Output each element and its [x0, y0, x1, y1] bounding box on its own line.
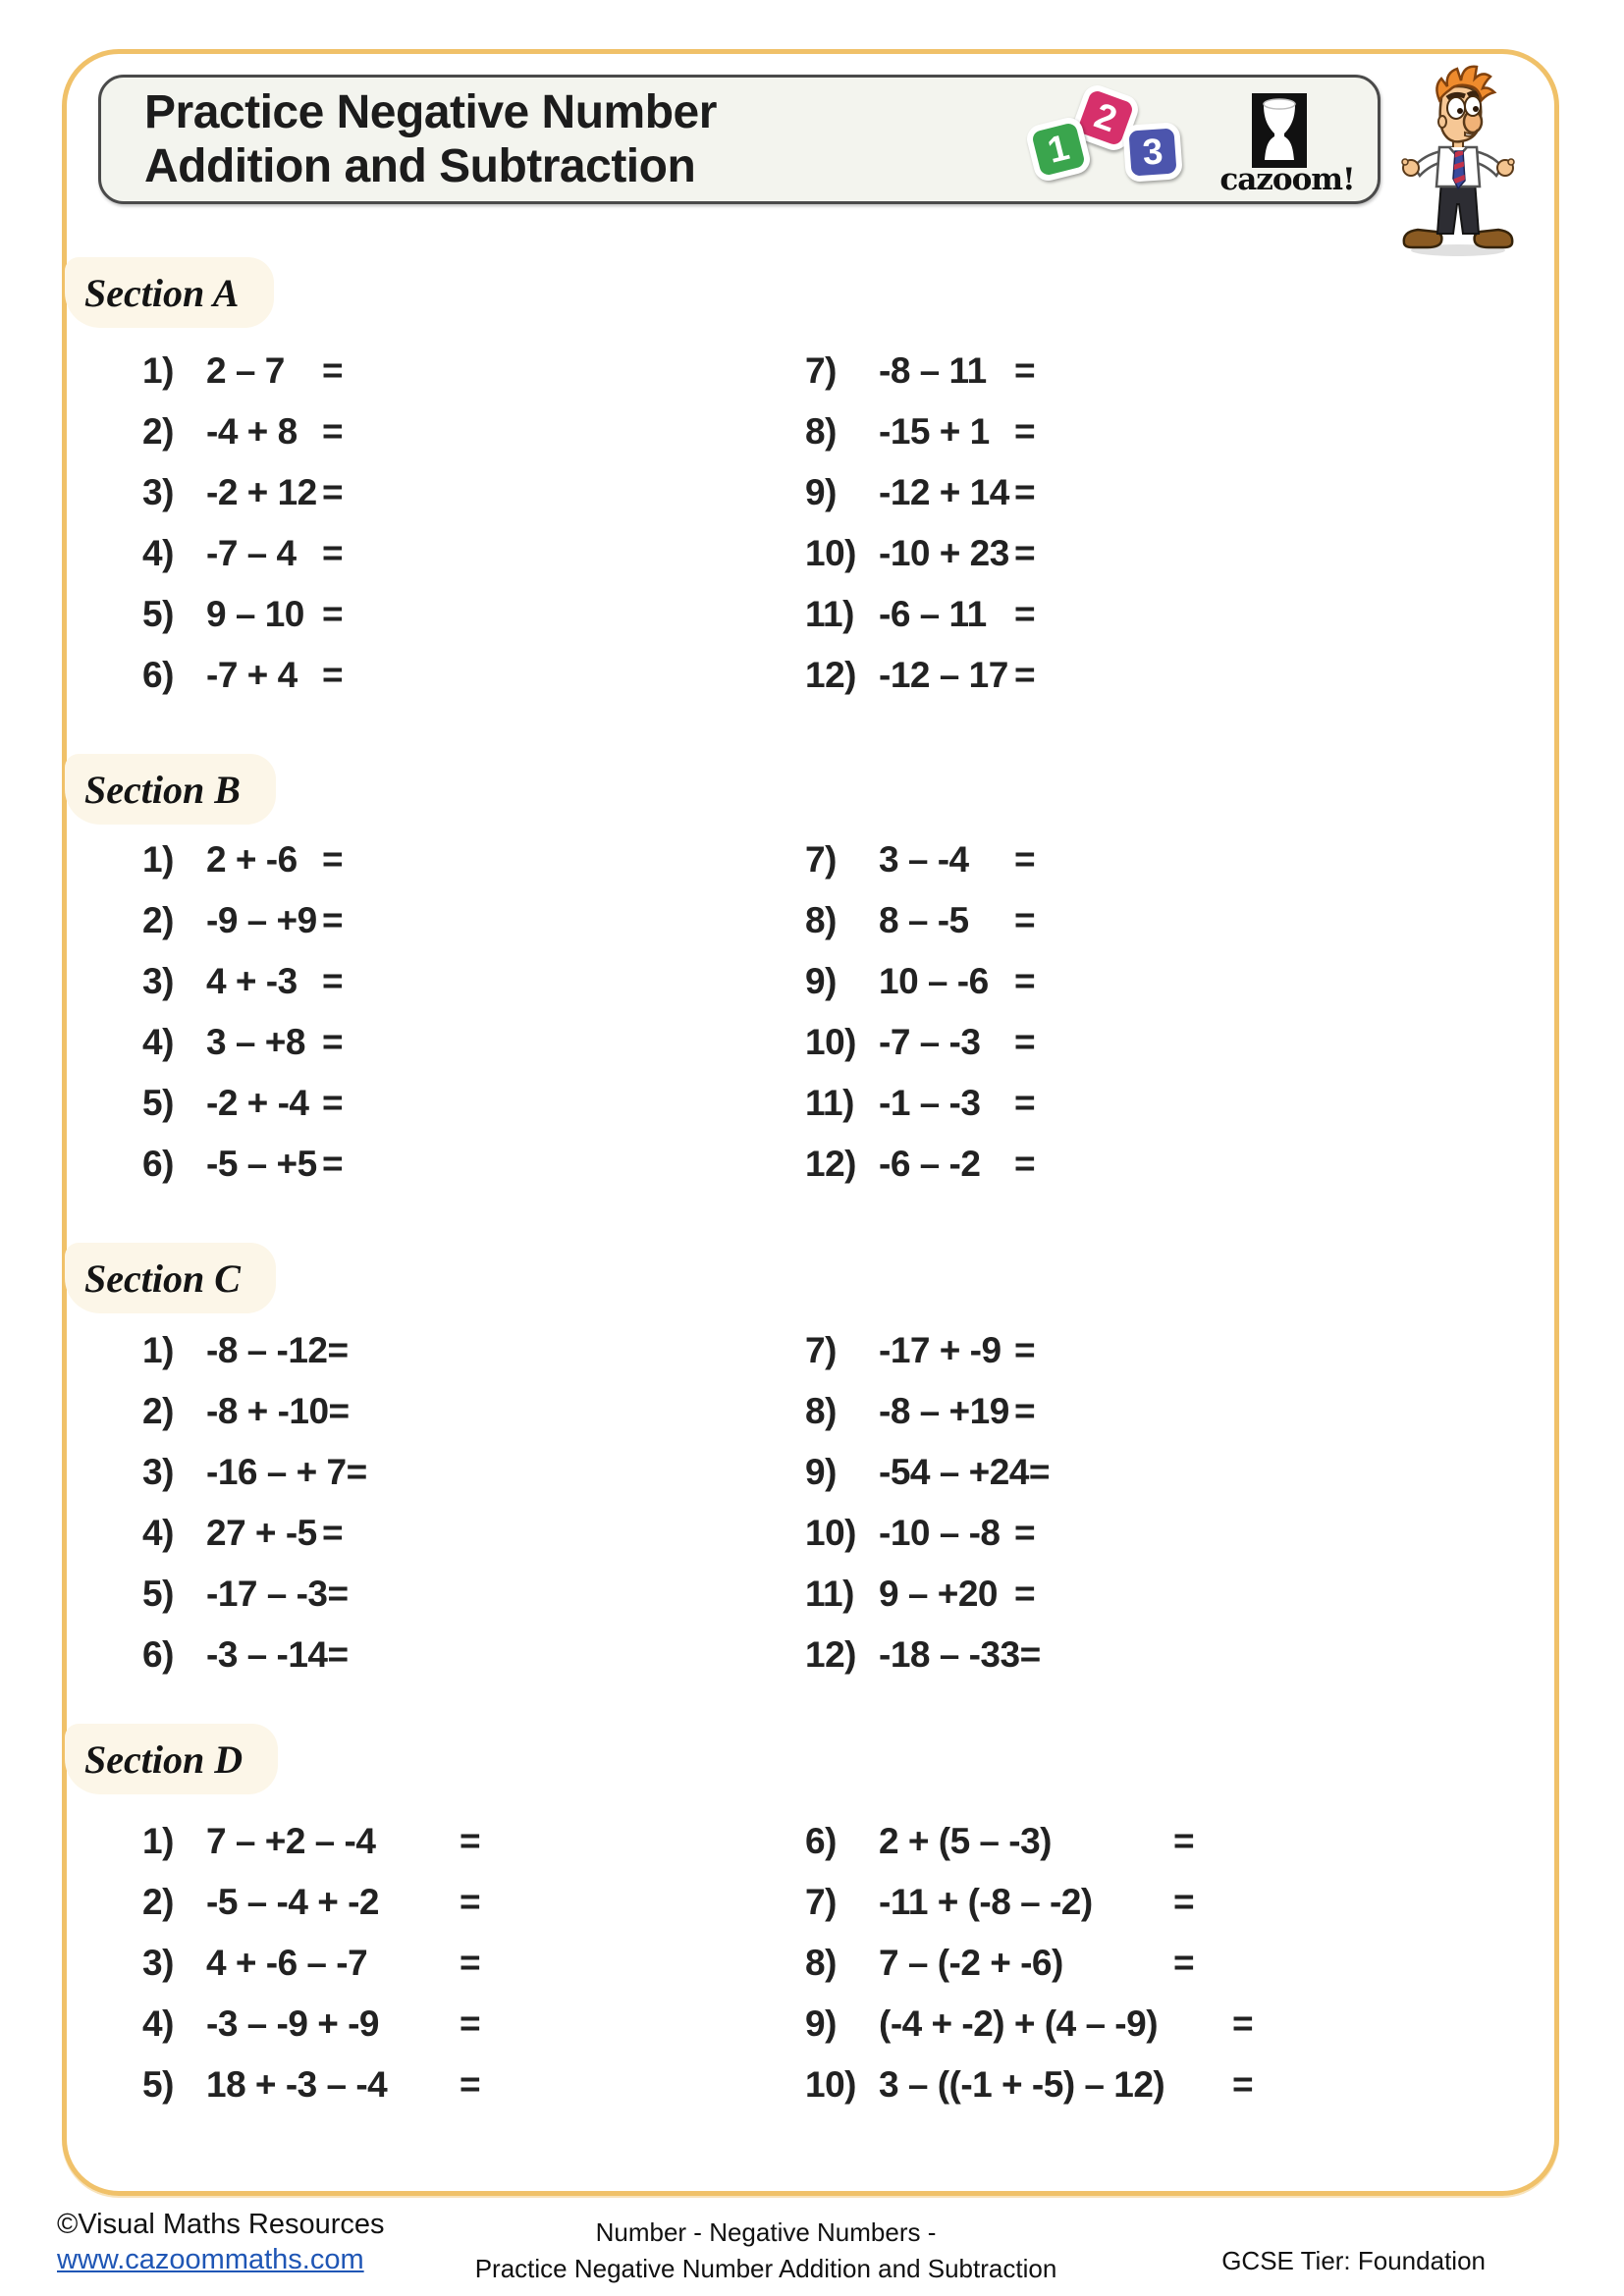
problem-expression: 18 + -3 – -4	[206, 2064, 388, 2105]
djembe-drum-icon	[1252, 93, 1307, 168]
equals-sign: =	[1014, 1330, 1036, 1370]
section-a-right-column	[805, 341, 1035, 706]
equals-sign: =	[1014, 839, 1036, 880]
equals-sign: =	[346, 1452, 367, 1492]
problem-row	[805, 401, 1035, 462]
problem-row	[142, 951, 343, 1012]
problem-number: 5)	[142, 1574, 174, 1614]
problem-number: 3)	[142, 961, 174, 1001]
problem-number: 3)	[142, 1943, 174, 1983]
section-c-left-column	[142, 1320, 367, 1685]
problem-row	[142, 1503, 367, 1564]
problem-number: 2)	[142, 411, 174, 452]
problem-expression: -18 – -33	[879, 1634, 1020, 1675]
problem-number: 6)	[805, 1821, 837, 1861]
problem-number: 12)	[805, 1144, 856, 1184]
problem-row	[805, 1994, 1253, 2055]
problem-expression: 27 + -5	[206, 1513, 317, 1553]
equals-sign: =	[1014, 1513, 1036, 1553]
problem-expression: -10 – -8	[879, 1513, 1001, 1553]
equals-sign: =	[322, 1083, 344, 1123]
problem-number: 11)	[805, 1083, 854, 1123]
problem-expression: -9 – +9	[206, 900, 317, 940]
equals-sign: =	[322, 961, 344, 1001]
problem-row	[805, 1134, 1035, 1195]
problem-number: 11)	[805, 594, 854, 634]
equals-sign: =	[1173, 1882, 1195, 1922]
problem-expression: 2 + (5 – -3)	[879, 1821, 1053, 1861]
problem-expression: -15 + 1	[879, 411, 990, 452]
problem-expression: 10 – -6	[879, 961, 989, 1001]
problem-row	[805, 1012, 1035, 1073]
problem-expression: -17 + -9	[879, 1330, 1001, 1370]
problem-expression: -6 – 11	[879, 594, 987, 634]
equals-sign: =	[1014, 1144, 1036, 1184]
tile-digit: 1	[1043, 127, 1073, 171]
problem-row	[805, 890, 1035, 951]
equals-sign: =	[1173, 1821, 1195, 1861]
problem-number: 8)	[805, 411, 837, 452]
equals-sign: =	[1232, 2003, 1254, 2044]
problem-number: 6)	[142, 1144, 174, 1184]
section-d-left-column	[142, 1811, 480, 2115]
problem-expression: -7 – 4	[206, 533, 297, 573]
problem-row	[142, 645, 343, 706]
equals-sign: =	[460, 2064, 481, 2105]
problem-expression: 8 – -5	[879, 900, 969, 940]
section-d-right-column	[805, 1811, 1253, 2115]
problem-row	[805, 829, 1035, 890]
section-b-right-column	[805, 829, 1035, 1195]
problem-row	[142, 829, 343, 890]
problem-row	[805, 1073, 1035, 1134]
problem-row	[805, 1625, 1050, 1685]
tile-digit: 3	[1141, 131, 1164, 173]
equals-sign: =	[460, 2003, 481, 2044]
problem-number: 7)	[805, 1330, 837, 1370]
section-c-label-text: Section C	[84, 1255, 241, 1301]
cazoom-brand-text: cazoom!	[1219, 162, 1355, 197]
gcse-tier-label: GCSE Tier: Foundation	[1221, 2246, 1486, 2275]
problem-row	[805, 1320, 1050, 1381]
problem-number: 8)	[805, 1391, 837, 1431]
problem-row	[142, 1381, 367, 1442]
equals-sign: =	[327, 1574, 349, 1614]
problem-expression: -7 + 4	[206, 655, 298, 695]
problem-number: 2)	[142, 1882, 174, 1922]
problem-row	[142, 1994, 480, 2055]
problem-expression: 3 – ((-1 + -5) – 12)	[879, 2064, 1165, 2105]
equals-sign: =	[1014, 1574, 1036, 1614]
problem-number: 7)	[805, 1882, 837, 1922]
problem-number: 4)	[142, 1022, 174, 1062]
problem-number: 6)	[142, 1634, 174, 1675]
problem-number: 12)	[805, 1634, 856, 1675]
equals-sign: =	[327, 1330, 349, 1370]
problem-number: 11)	[805, 1574, 854, 1614]
problem-expression: 9 – +20	[879, 1574, 998, 1614]
problem-expression: 2 + -6	[206, 839, 298, 880]
footer-topic	[475, 2215, 1057, 2287]
equals-sign: =	[327, 1634, 349, 1675]
problem-number: 1)	[142, 1821, 174, 1861]
problem-number: 9)	[805, 2003, 837, 2044]
problem-row	[805, 2055, 1253, 2115]
section-b-label	[65, 754, 276, 825]
problem-row	[805, 1811, 1253, 1872]
section-c-right-column	[805, 1320, 1050, 1685]
equals-sign: =	[1014, 1083, 1036, 1123]
problem-expression: -3 – -14	[206, 1634, 328, 1675]
problem-expression: -8 – +19	[879, 1391, 1009, 1431]
problem-expression: -4 + 8	[206, 411, 298, 452]
equals-sign: =	[322, 1144, 344, 1184]
problem-expression: -7 – -3	[879, 1022, 981, 1062]
problem-expression: 4 + -6 – -7	[206, 1943, 368, 1983]
equals-sign: =	[1232, 2064, 1254, 2105]
equals-sign: =	[1014, 1022, 1036, 1062]
problem-row	[142, 1320, 367, 1381]
problem-expression: -12 + 14	[879, 472, 1009, 512]
equals-sign: =	[1014, 411, 1036, 452]
equals-sign: =	[1019, 1634, 1041, 1675]
section-d-label	[65, 1724, 278, 1794]
problem-row	[142, 1872, 480, 1933]
problem-row	[142, 2055, 480, 2115]
problem-row	[805, 1503, 1050, 1564]
problem-expression: -11 + (-8 – -2)	[879, 1882, 1093, 1922]
problem-expression: -8 – 11	[879, 350, 987, 391]
problem-row	[142, 523, 343, 584]
problem-number: 4)	[142, 533, 174, 573]
equals-sign: =	[1014, 472, 1036, 512]
problem-row	[805, 1933, 1253, 1994]
problem-row	[805, 1872, 1253, 1933]
problem-number: 8)	[805, 1943, 837, 1983]
problem-row	[805, 462, 1035, 523]
equals-sign: =	[328, 1391, 350, 1431]
cazoom-mascot-character	[1384, 57, 1532, 258]
problem-row	[805, 1381, 1050, 1442]
section-c-label	[65, 1243, 276, 1313]
problem-expression: 7 – +2 – -4	[206, 1821, 376, 1861]
section-a-label-text: Section A	[84, 270, 240, 315]
cazoommaths-link[interactable]: www.cazoommaths.com	[57, 2244, 364, 2275]
copyright-text: ©Visual Maths Resources	[57, 2209, 385, 2240]
problem-expression: -6 – -2	[879, 1144, 981, 1184]
problem-row	[142, 341, 343, 401]
equals-sign: =	[322, 1022, 344, 1062]
equals-sign: =	[1014, 1391, 1036, 1431]
problem-number: 5)	[142, 594, 174, 634]
problem-expression: -1 – -3	[879, 1083, 981, 1123]
equals-sign: =	[322, 411, 344, 452]
problem-number: 1)	[142, 1330, 174, 1370]
problem-number: 9)	[805, 961, 837, 1001]
tile-digit: 2	[1089, 94, 1122, 140]
problem-number: 10)	[805, 1022, 856, 1062]
problem-number: 2)	[142, 900, 174, 940]
problem-row	[805, 951, 1035, 1012]
equals-sign: =	[322, 533, 344, 573]
title-line-1: Practice Negative Number	[144, 86, 717, 138]
footer-topic-line-2: Practice Negative Number Addition and Subtraction	[474, 2254, 1057, 2283]
problem-row	[805, 645, 1035, 706]
problem-number: 1)	[142, 350, 174, 391]
equals-sign: =	[322, 839, 344, 880]
equals-sign: =	[322, 594, 344, 634]
problem-number: 3)	[142, 472, 174, 512]
problem-number: 5)	[142, 2064, 174, 2105]
equals-sign: =	[322, 350, 344, 391]
problem-row	[805, 1442, 1050, 1503]
problem-number: 6)	[142, 655, 174, 695]
equals-sign: =	[460, 1943, 481, 1983]
problem-expression: 9 – 10	[206, 594, 304, 634]
problem-number: 12)	[805, 655, 856, 695]
problem-expression: -5 – -4 + -2	[206, 1882, 380, 1922]
problem-expression: -16 – + 7	[206, 1452, 347, 1492]
problem-expression: -8 – -12	[206, 1330, 328, 1370]
section-a-label	[65, 257, 274, 328]
problem-row	[142, 1625, 367, 1685]
problem-number: 5)	[142, 1083, 174, 1123]
problem-row	[805, 1564, 1050, 1625]
problem-expression: -2 + -4	[206, 1083, 309, 1123]
problem-number: 10)	[805, 2064, 856, 2105]
problem-number: 4)	[142, 1513, 174, 1553]
problem-expression: -54 – +24	[879, 1452, 1029, 1492]
equals-sign: =	[322, 655, 344, 695]
equals-sign: =	[460, 1882, 481, 1922]
section-b-label-text: Section B	[84, 767, 241, 812]
equals-sign: =	[1014, 533, 1036, 573]
problem-row	[805, 523, 1035, 584]
problem-row	[805, 584, 1035, 645]
problem-expression: 2 – 7	[206, 350, 285, 391]
worksheet-header	[98, 75, 1380, 204]
footer-attribution	[57, 2207, 385, 2277]
problem-row	[142, 1933, 480, 1994]
problem-expression: -5 – +5	[206, 1144, 317, 1184]
problem-row	[142, 890, 343, 951]
title-line-2: Addition and Subtraction	[144, 140, 696, 192]
equals-sign: =	[322, 472, 344, 512]
problem-row	[142, 1811, 480, 1872]
equals-sign: =	[1014, 655, 1036, 695]
problem-row	[142, 462, 343, 523]
problem-expression: 3 – -4	[879, 839, 969, 880]
problem-number: 10)	[805, 1513, 856, 1553]
problem-expression: -3 – -9 + -9	[206, 2003, 380, 2044]
problem-expression: 7 – (-2 + -6)	[879, 1943, 1063, 1983]
problem-expression: -10 + 23	[879, 533, 1009, 573]
problem-number: 4)	[142, 2003, 174, 2044]
equals-sign: =	[1173, 1943, 1195, 1983]
problem-row	[142, 1073, 343, 1134]
equals-sign: =	[1014, 961, 1036, 1001]
problem-expression: -2 + 12	[206, 472, 317, 512]
problem-number: 9)	[805, 1452, 837, 1492]
problem-number: 8)	[805, 900, 837, 940]
equals-sign: =	[1028, 1452, 1050, 1492]
problem-row	[142, 584, 343, 645]
equals-sign: =	[322, 900, 344, 940]
problem-number: 7)	[805, 350, 837, 391]
equals-sign: =	[1014, 350, 1036, 391]
problem-number: 2)	[142, 1391, 174, 1431]
problem-expression: 3 – +8	[206, 1022, 305, 1062]
number-tile-3	[1122, 122, 1183, 183]
equals-sign: =	[322, 1513, 344, 1553]
problem-number: 9)	[805, 472, 837, 512]
equals-sign: =	[1014, 900, 1036, 940]
footer-topic-line-1: Number - Negative Numbers -	[595, 2217, 937, 2247]
problem-expression: (-4 + -2) + (4 – -9)	[879, 2003, 1159, 2044]
problem-row	[142, 1564, 367, 1625]
problem-expression: 4 + -3	[206, 961, 298, 1001]
problem-expression: -12 – 17	[879, 655, 1008, 695]
problem-row	[142, 1134, 343, 1195]
problem-number: 1)	[142, 839, 174, 880]
equals-sign: =	[1014, 594, 1036, 634]
section-b-left-column	[142, 829, 343, 1195]
problem-row	[142, 1442, 367, 1503]
worksheet-title	[144, 85, 717, 193]
section-a-left-column	[142, 341, 343, 706]
problem-row	[142, 1012, 343, 1073]
section-d-label-text: Section D	[84, 1736, 244, 1782]
equals-sign: =	[460, 1821, 481, 1861]
problem-row	[805, 341, 1035, 401]
problem-row	[142, 401, 343, 462]
problem-number: 10)	[805, 533, 856, 573]
problem-expression: -8 + -10	[206, 1391, 329, 1431]
problem-number: 3)	[142, 1452, 174, 1492]
problem-expression: -17 – -3	[206, 1574, 328, 1614]
problem-number: 7)	[805, 839, 837, 880]
